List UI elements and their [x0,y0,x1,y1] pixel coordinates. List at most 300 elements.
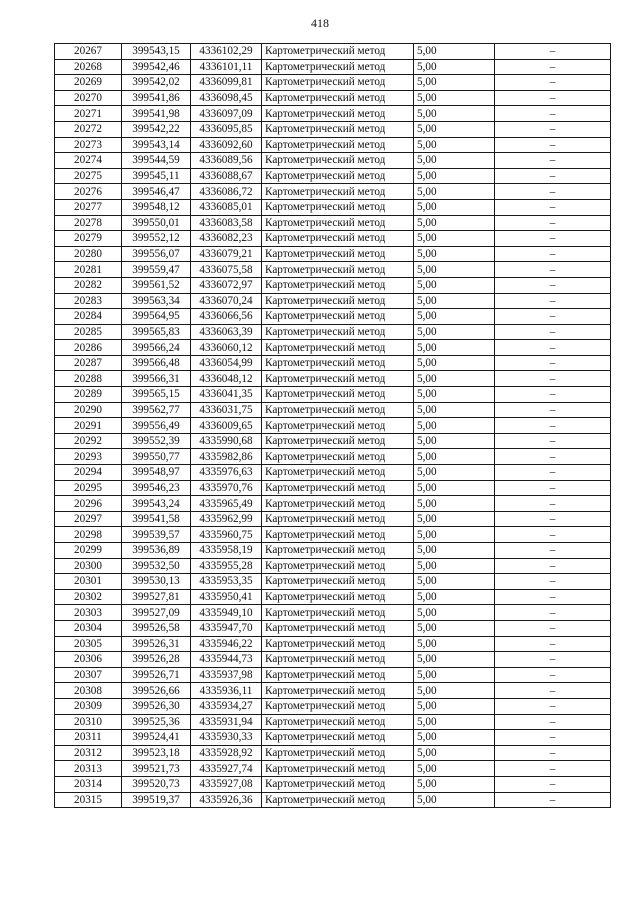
note-cell: – [495,402,611,418]
table-row [55,199,611,215]
note-cell: – [495,761,611,777]
accuracy-cell: 5,00 [414,761,495,777]
accuracy-cell: 5,00 [414,527,495,543]
table-row [55,90,611,106]
table-row [55,761,611,777]
method-cell: Картометрический метод [262,153,414,169]
x-coordinate-cell: 399542,46 [122,59,191,75]
point-number-cell: 20302 [55,589,122,605]
point-number-cell: 20271 [55,106,122,122]
table-row [55,184,611,200]
point-number-cell: 20274 [55,153,122,169]
table-row [55,293,611,309]
accuracy-cell: 5,00 [414,355,495,371]
method-cell: Картометрический метод [262,199,414,215]
point-number-cell: 20297 [55,511,122,527]
x-coordinate-cell: 399526,28 [122,652,191,668]
x-coordinate-cell: 399523,18 [122,745,191,761]
accuracy-cell: 5,00 [414,418,495,434]
method-cell: Картометрический метод [262,433,414,449]
table-row [55,776,611,792]
y-coordinate-cell: 4335962,99 [191,511,262,527]
y-coordinate-cell: 4335958,19 [191,543,262,559]
table-row [55,75,611,91]
x-coordinate-cell: 399524,41 [122,730,191,746]
table-row [55,574,611,590]
note-cell: – [495,511,611,527]
y-coordinate-cell: 4336031,75 [191,402,262,418]
method-cell: Картометрический метод [262,324,414,340]
y-coordinate-cell: 4336070,24 [191,293,262,309]
method-cell: Картометрический метод [262,168,414,184]
note-cell: – [495,121,611,137]
method-cell: Картометрический метод [262,652,414,668]
table-row [55,59,611,75]
method-cell: Картометрический метод [262,184,414,200]
y-coordinate-cell: 4335927,08 [191,776,262,792]
x-coordinate-cell: 399526,58 [122,620,191,636]
y-coordinate-cell: 4336041,35 [191,387,262,403]
point-number-cell: 20301 [55,574,122,590]
note-cell: – [495,465,611,481]
method-cell: Картометрический метод [262,761,414,777]
table-row [55,589,611,605]
method-cell: Картометрический метод [262,293,414,309]
point-number-cell: 20279 [55,231,122,247]
y-coordinate-cell: 4335950,41 [191,589,262,605]
accuracy-cell: 5,00 [414,776,495,792]
note-cell: – [495,59,611,75]
table-row [55,137,611,153]
method-cell: Картометрический метод [262,605,414,621]
note-cell: – [495,527,611,543]
point-number-cell: 20289 [55,387,122,403]
x-coordinate-cell: 399525,36 [122,714,191,730]
accuracy-cell: 5,00 [414,44,495,60]
x-coordinate-cell: 399552,12 [122,231,191,247]
table-row [55,620,611,636]
x-coordinate-cell: 399548,97 [122,465,191,481]
y-coordinate-cell: 4336075,58 [191,262,262,278]
y-coordinate-cell: 4336098,45 [191,90,262,106]
note-cell: – [495,293,611,309]
point-number-cell: 20312 [55,745,122,761]
table-row [55,465,611,481]
table-row [55,418,611,434]
method-cell: Картометрический метод [262,792,414,808]
point-number-cell: 20283 [55,293,122,309]
point-number-cell: 20272 [55,121,122,137]
accuracy-cell: 5,00 [414,620,495,636]
accuracy-cell: 5,00 [414,90,495,106]
point-number-cell: 20310 [55,714,122,730]
note-cell: – [495,776,611,792]
table-row [55,309,611,325]
accuracy-cell: 5,00 [414,137,495,153]
y-coordinate-cell: 4335947,70 [191,620,262,636]
y-coordinate-cell: 4335934,27 [191,698,262,714]
table-row [55,277,611,293]
table-row [55,324,611,340]
method-cell: Картометрический метод [262,543,414,559]
table-row [55,558,611,574]
point-number-cell: 20307 [55,667,122,683]
table-row [55,215,611,231]
accuracy-cell: 5,00 [414,168,495,184]
y-coordinate-cell: 4336095,85 [191,121,262,137]
note-cell: – [495,620,611,636]
method-cell: Картометрический метод [262,745,414,761]
note-cell: – [495,730,611,746]
point-number-cell: 20286 [55,340,122,356]
point-number-cell: 20287 [55,355,122,371]
accuracy-cell: 5,00 [414,730,495,746]
point-number-cell: 20273 [55,137,122,153]
accuracy-cell: 5,00 [414,293,495,309]
note-cell: – [495,792,611,808]
note-cell: – [495,714,611,730]
point-number-cell: 20270 [55,90,122,106]
method-cell: Картометрический метод [262,636,414,652]
method-cell: Картометрический метод [262,387,414,403]
x-coordinate-cell: 399539,57 [122,527,191,543]
x-coordinate-cell: 399527,09 [122,605,191,621]
note-cell: – [495,698,611,714]
x-coordinate-cell: 399552,39 [122,433,191,449]
note-cell: – [495,558,611,574]
x-coordinate-cell: 399556,49 [122,418,191,434]
x-coordinate-cell: 399532,50 [122,558,191,574]
y-coordinate-cell: 4335937,98 [191,667,262,683]
accuracy-cell: 5,00 [414,667,495,683]
table-row [55,698,611,714]
x-coordinate-cell: 399543,15 [122,44,191,60]
x-coordinate-cell: 399550,01 [122,215,191,231]
point-number-cell: 20278 [55,215,122,231]
accuracy-cell: 5,00 [414,231,495,247]
y-coordinate-cell: 4335944,73 [191,652,262,668]
y-coordinate-cell: 4336092,60 [191,137,262,153]
note-cell: – [495,543,611,559]
method-cell: Картометрический метод [262,698,414,714]
table-row [55,44,611,60]
note-cell: – [495,433,611,449]
method-cell: Картометрический метод [262,137,414,153]
method-cell: Картометрический метод [262,418,414,434]
x-coordinate-cell: 399526,66 [122,683,191,699]
point-number-cell: 20308 [55,683,122,699]
accuracy-cell: 5,00 [414,121,495,137]
table-row [55,745,611,761]
table-row [55,262,611,278]
point-number-cell: 20305 [55,636,122,652]
y-coordinate-cell: 4336082,23 [191,231,262,247]
point-number-cell: 20306 [55,652,122,668]
x-coordinate-cell: 399562,77 [122,402,191,418]
x-coordinate-cell: 399566,48 [122,355,191,371]
table-row [55,246,611,262]
point-number-cell: 20313 [55,761,122,777]
accuracy-cell: 5,00 [414,59,495,75]
table-row [55,511,611,527]
method-cell: Картометрический метод [262,620,414,636]
accuracy-cell: 5,00 [414,153,495,169]
point-number-cell: 20280 [55,246,122,262]
accuracy-cell: 5,00 [414,745,495,761]
y-coordinate-cell: 4335930,33 [191,730,262,746]
note-cell: – [495,449,611,465]
accuracy-cell: 5,00 [414,387,495,403]
accuracy-cell: 5,00 [414,246,495,262]
method-cell: Картометрический метод [262,121,414,137]
method-cell: Картометрический метод [262,683,414,699]
point-number-cell: 20314 [55,776,122,792]
table-row [55,355,611,371]
x-coordinate-cell: 399526,30 [122,698,191,714]
method-cell: Картометрический метод [262,558,414,574]
method-cell: Картометрический метод [262,44,414,60]
y-coordinate-cell: 4336072,97 [191,277,262,293]
point-number-cell: 20304 [55,620,122,636]
note-cell: – [495,277,611,293]
note-cell: – [495,605,611,621]
table-row [55,543,611,559]
method-cell: Картометрический метод [262,527,414,543]
method-cell: Картометрический метод [262,106,414,122]
point-number-cell: 20292 [55,433,122,449]
note-cell: – [495,683,611,699]
point-number-cell: 20294 [55,465,122,481]
page-number: 418 [311,16,329,30]
method-cell: Картометрический метод [262,402,414,418]
note-cell: – [495,355,611,371]
x-coordinate-cell: 399564,95 [122,309,191,325]
x-coordinate-cell: 399526,31 [122,636,191,652]
method-cell: Картометрический метод [262,776,414,792]
accuracy-cell: 5,00 [414,449,495,465]
x-coordinate-cell: 399566,24 [122,340,191,356]
y-coordinate-cell: 4336088,67 [191,168,262,184]
note-cell: – [495,652,611,668]
y-coordinate-cell: 4335970,76 [191,480,262,496]
y-coordinate-cell: 4335953,35 [191,574,262,590]
table-row [55,340,611,356]
accuracy-cell: 5,00 [414,324,495,340]
x-coordinate-cell: 399566,31 [122,371,191,387]
accuracy-cell: 5,00 [414,698,495,714]
method-cell: Картометрический метод [262,574,414,590]
table-row [55,387,611,403]
note-cell: – [495,231,611,247]
method-cell: Картометрический метод [262,75,414,91]
point-number-cell: 20300 [55,558,122,574]
table-row [55,652,611,668]
accuracy-cell: 5,00 [414,683,495,699]
y-coordinate-cell: 4335990,68 [191,433,262,449]
table-row [55,433,611,449]
point-number-cell: 20267 [55,44,122,60]
y-coordinate-cell: 4336063,39 [191,324,262,340]
x-coordinate-cell: 399545,11 [122,168,191,184]
accuracy-cell: 5,00 [414,340,495,356]
table-row [55,667,611,683]
note-cell: – [495,44,611,60]
x-coordinate-cell: 399541,98 [122,106,191,122]
point-number-cell: 20281 [55,262,122,278]
x-coordinate-cell: 399542,22 [122,121,191,137]
accuracy-cell: 5,00 [414,277,495,293]
accuracy-cell: 5,00 [414,402,495,418]
table-row [55,449,611,465]
note-cell: – [495,199,611,215]
note-cell: – [495,480,611,496]
y-coordinate-cell: 4336099,81 [191,75,262,91]
x-coordinate-cell: 399544,59 [122,153,191,169]
x-coordinate-cell: 399541,86 [122,90,191,106]
method-cell: Картометрический метод [262,714,414,730]
accuracy-cell: 5,00 [414,184,495,200]
y-coordinate-cell: 4336054,99 [191,355,262,371]
point-number-cell: 20275 [55,168,122,184]
note-cell: – [495,262,611,278]
x-coordinate-cell: 399527,81 [122,589,191,605]
x-coordinate-cell: 399548,12 [122,199,191,215]
x-coordinate-cell: 399565,15 [122,387,191,403]
point-number-cell: 20269 [55,75,122,91]
note-cell: – [495,496,611,512]
method-cell: Картометрический метод [262,355,414,371]
table-row [55,168,611,184]
table-row [55,480,611,496]
note-cell: – [495,184,611,200]
note-cell: – [495,75,611,91]
note-cell: – [495,246,611,262]
table-row [55,121,611,137]
y-coordinate-cell: 4336079,21 [191,246,262,262]
x-coordinate-cell: 399519,37 [122,792,191,808]
y-coordinate-cell: 4335960,75 [191,527,262,543]
x-coordinate-cell: 399541,58 [122,511,191,527]
table-row [55,106,611,122]
method-cell: Картометрический метод [262,465,414,481]
method-cell: Картометрический метод [262,215,414,231]
method-cell: Картометрический метод [262,449,414,465]
accuracy-cell: 5,00 [414,605,495,621]
point-number-cell: 20303 [55,605,122,621]
x-coordinate-cell: 399546,23 [122,480,191,496]
table-row [55,714,611,730]
accuracy-cell: 5,00 [414,106,495,122]
accuracy-cell: 5,00 [414,75,495,91]
y-coordinate-cell: 4335931,94 [191,714,262,730]
note-cell: – [495,667,611,683]
y-coordinate-cell: 4336102,29 [191,44,262,60]
note-cell: – [495,137,611,153]
point-number-cell: 20268 [55,59,122,75]
y-coordinate-cell: 4336097,09 [191,106,262,122]
note-cell: – [495,589,611,605]
accuracy-cell: 5,00 [414,309,495,325]
table-row [55,153,611,169]
method-cell: Картометрический метод [262,667,414,683]
y-coordinate-cell: 4336048,12 [191,371,262,387]
y-coordinate-cell: 4335965,49 [191,496,262,512]
point-number-cell: 20315 [55,792,122,808]
table-row [55,683,611,699]
note-cell: – [495,745,611,761]
coordinates-table [54,43,611,808]
x-coordinate-cell: 399530,13 [122,574,191,590]
x-coordinate-cell: 399563,34 [122,293,191,309]
note-cell: – [495,168,611,184]
x-coordinate-cell: 399542,02 [122,75,191,91]
y-coordinate-cell: 4335946,22 [191,636,262,652]
note-cell: – [495,387,611,403]
y-coordinate-cell: 4336085,01 [191,199,262,215]
table-row [55,496,611,512]
table-row [55,371,611,387]
note-cell: – [495,636,611,652]
method-cell: Картометрический метод [262,277,414,293]
method-cell: Картометрический метод [262,371,414,387]
point-number-cell: 20298 [55,527,122,543]
point-number-cell: 20285 [55,324,122,340]
method-cell: Картометрический метод [262,246,414,262]
note-cell: – [495,90,611,106]
y-coordinate-cell: 4335928,92 [191,745,262,761]
x-coordinate-cell: 399556,07 [122,246,191,262]
accuracy-cell: 5,00 [414,465,495,481]
point-number-cell: 20299 [55,543,122,559]
x-coordinate-cell: 399543,14 [122,137,191,153]
accuracy-cell: 5,00 [414,652,495,668]
table-row [55,730,611,746]
x-coordinate-cell: 399543,24 [122,496,191,512]
accuracy-cell: 5,00 [414,433,495,449]
y-coordinate-cell: 4335927,74 [191,761,262,777]
accuracy-cell: 5,00 [414,792,495,808]
method-cell: Картометрический метод [262,231,414,247]
y-coordinate-cell: 4335955,28 [191,558,262,574]
x-coordinate-cell: 399546,47 [122,184,191,200]
method-cell: Картометрический метод [262,496,414,512]
accuracy-cell: 5,00 [414,215,495,231]
y-coordinate-cell: 4336089,56 [191,153,262,169]
point-number-cell: 20293 [55,449,122,465]
accuracy-cell: 5,00 [414,262,495,278]
y-coordinate-cell: 4336009,65 [191,418,262,434]
y-coordinate-cell: 4335936,11 [191,683,262,699]
note-cell: – [495,371,611,387]
method-cell: Картометрический метод [262,90,414,106]
accuracy-cell: 5,00 [414,636,495,652]
point-number-cell: 20291 [55,418,122,434]
x-coordinate-cell: 399526,71 [122,667,191,683]
y-coordinate-cell: 4335982,86 [191,449,262,465]
x-coordinate-cell: 399550,77 [122,449,191,465]
point-number-cell: 20277 [55,199,122,215]
point-number-cell: 20311 [55,730,122,746]
x-coordinate-cell: 399565,83 [122,324,191,340]
method-cell: Картометрический метод [262,480,414,496]
accuracy-cell: 5,00 [414,199,495,215]
point-number-cell: 20276 [55,184,122,200]
point-number-cell: 20295 [55,480,122,496]
point-number-cell: 20284 [55,309,122,325]
table-row [55,527,611,543]
point-number-cell: 20290 [55,402,122,418]
table-row [55,636,611,652]
